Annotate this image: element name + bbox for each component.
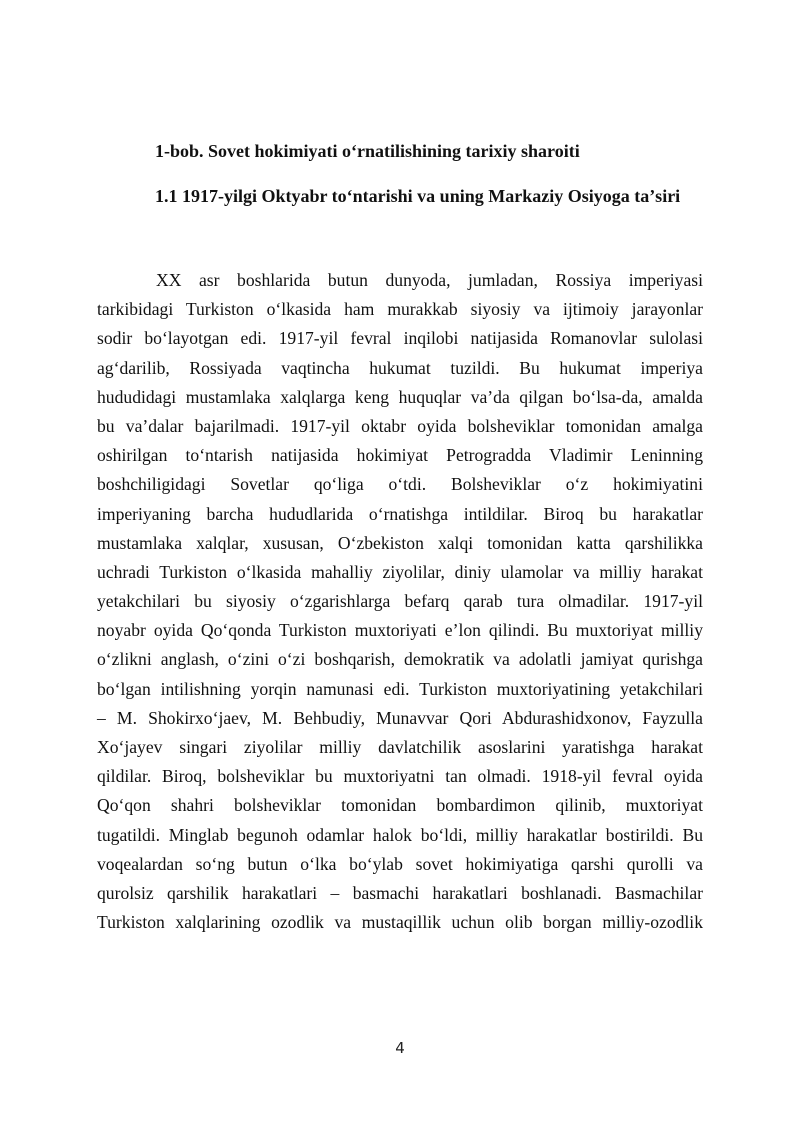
text-line: tarkibidagi Turkiston oʻlkasida ham murakkab siyosiy va ijtimoiy jarayonlar xyxy=(97,299,703,320)
text-line: Xoʻjayev singari ziyolilar milliy davlatchilik asoslarini yaratishga harakat xyxy=(97,737,703,757)
text-line: – M. Shokirxoʻjaev, M. Behbudiy, Munavvar Qori Abdurashidxonov, Fayzulla xyxy=(97,707,703,728)
text-line: bu vaʼdalar bajarilmadi. 1917-yil oktabr oyida bolsheviklar tomonidan amalga xyxy=(97,415,703,436)
text-line: Turkiston xalqlarining ozodlik va mustaqillik uchun olib borgan milliy-ozodlik xyxy=(97,912,703,933)
text-line: Qoʻqon shahri bolsheviklar tomonidan bombardimon qilinib, muxtoriyat xyxy=(97,795,703,816)
text-line: mustamlaka xalqlar, xususan, Oʻzbekiston xalqi tomonidan katta qarshilikka xyxy=(97,532,703,553)
text-line: oshirilgan toʻntarish natijasida hokimiyat Petrogradda Vladimir Leninning xyxy=(97,445,703,466)
text-line: tugatildi. Minglab begunoh odamlar halok boʻldi, milliy harakatlar bostirildi. Bu xyxy=(97,824,703,845)
text-line: agʻdarilib, Rossiyada vaqtincha hukumat tuzildi. Bu hukumat imperiya xyxy=(97,357,703,378)
text-line: uchradi Turkiston oʻlkasida mahalliy ziyolilar, diniy ulamolar va milliy harakat xyxy=(97,561,703,582)
text-line: boshchiligidagi Sovetlar qoʻliga oʻtdi. Bolsheviklar oʻz hokimiyatini xyxy=(97,474,703,495)
chapter-title: 1-bob. Sovet hokimiyati oʻrnatilishining tarixiy sharoiti xyxy=(155,141,580,161)
page-number: 4 xyxy=(395,1039,405,1057)
text-line: oʻzlikni anglash, oʻzini oʻzi boshqarish, demokratik va adolatli jamiyat qurishga xyxy=(97,649,703,670)
body-paragraph xyxy=(97,266,703,937)
text-line: noyabr oyida Qoʻqonda Turkiston muxtoriyati eʼlon qilindi. Bu muxtoriyat milliy xyxy=(97,620,703,641)
text-line: imperiyaning barcha hududlarida oʻrnatishga intildilar. Biroq bu harakatlar xyxy=(97,503,703,524)
text-line: boʻlgan intilishning yorqin namunasi edi. Turkiston muxtoriyatining yetakchilari xyxy=(97,678,703,699)
text-line: sodir boʻlayotgan edi. 1917-yil fevral inqilobi natijasida Romanovlar sulolasi xyxy=(97,328,703,349)
text-line: hududidagi mustamlaka xalqlarga keng huquqlar vaʼda qilgan boʻlsa-da, amalda xyxy=(97,386,703,407)
text-line: XX asr boshlarida butun dunyoda, jumladan, Rossiya imperiyasi xyxy=(156,270,703,290)
text-line: voqealardan soʻng butun oʻlka boʻylab sovet hokimiyatiga qarshi qurolli va xyxy=(97,853,703,874)
text-line: yetakchilari bu siyosiy oʻzgarishlarga befarq qarab tura olmadilar. 1917-yil xyxy=(97,591,703,612)
section-title: 1.1 1917-yilgi Oktyabr toʻntarishi va uning Markaziy Osiyoga taʼsiri xyxy=(155,186,681,206)
text-line: qildilar. Biroq, bolsheviklar bu muxtoriyatni tan olmadi. 1918-yil fevral oyida xyxy=(97,766,703,787)
text-line: qurolsiz qarshilik harakatlari – basmachi harakatlari boshlanadi. Basmachilar xyxy=(97,882,703,903)
